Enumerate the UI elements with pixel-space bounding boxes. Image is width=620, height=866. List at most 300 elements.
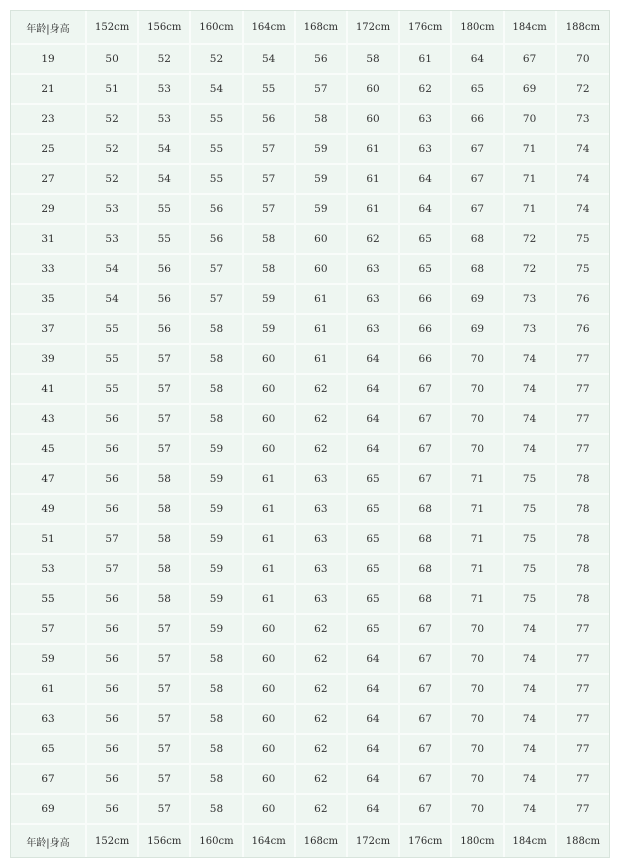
- weight-cell: 70: [452, 675, 504, 705]
- weight-cell: 71: [505, 135, 557, 165]
- weight-cell: 57: [139, 435, 191, 465]
- weight-cell: 60: [244, 675, 296, 705]
- weight-cell: 57: [139, 375, 191, 405]
- weight-cell: 57: [139, 795, 191, 825]
- weight-cell: 59: [296, 135, 348, 165]
- age-cell: 67: [11, 765, 87, 795]
- weight-cell: 63: [400, 105, 452, 135]
- weight-height-age-table: [11, 11, 609, 857]
- table-row: [11, 465, 609, 495]
- weight-cell: 66: [452, 105, 504, 135]
- height-header-cell: 184cm: [505, 11, 557, 45]
- table-row: [11, 795, 609, 825]
- weight-cell: 53: [87, 195, 139, 225]
- weight-cell: 58: [191, 345, 243, 375]
- weight-cell: 65: [348, 585, 400, 615]
- weight-cell: 55: [191, 165, 243, 195]
- age-cell: 29: [11, 195, 87, 225]
- table-row: [11, 345, 609, 375]
- weight-cell: 69: [505, 75, 557, 105]
- weight-cell: 71: [452, 525, 504, 555]
- height-header-cell: 188cm: [557, 11, 609, 45]
- weight-cell: 60: [244, 645, 296, 675]
- table-row: [11, 225, 609, 255]
- age-cell: 31: [11, 225, 87, 255]
- weight-cell: 77: [557, 375, 609, 405]
- weight-cell: 62: [296, 765, 348, 795]
- weight-cell: 63: [400, 135, 452, 165]
- weight-cell: 58: [296, 105, 348, 135]
- weight-cell: 56: [87, 435, 139, 465]
- weight-cell: 74: [505, 735, 557, 765]
- weight-cell: 74: [557, 135, 609, 165]
- weight-cell: 56: [139, 285, 191, 315]
- weight-cell: 60: [244, 375, 296, 405]
- weight-cell: 78: [557, 585, 609, 615]
- age-cell: 19: [11, 45, 87, 75]
- weight-cell: 74: [505, 765, 557, 795]
- weight-cell: 70: [452, 765, 504, 795]
- weight-cell: 58: [139, 465, 191, 495]
- weight-cell: 59: [191, 465, 243, 495]
- weight-cell: 70: [452, 735, 504, 765]
- weight-cell: 57: [87, 555, 139, 585]
- weight-cell: 64: [348, 765, 400, 795]
- weight-cell: 63: [296, 525, 348, 555]
- weight-cell: 75: [505, 585, 557, 615]
- weight-cell: 74: [505, 435, 557, 465]
- weight-cell: 60: [348, 75, 400, 105]
- weight-cell: 57: [139, 345, 191, 375]
- weight-cell: 61: [348, 135, 400, 165]
- weight-cell: 75: [557, 225, 609, 255]
- weight-cell: 54: [244, 45, 296, 75]
- weight-cell: 57: [139, 705, 191, 735]
- table-row: [11, 75, 609, 105]
- weight-cell: 56: [87, 735, 139, 765]
- weight-cell: 58: [244, 255, 296, 285]
- weight-cell: 56: [139, 315, 191, 345]
- weight-cell: 67: [400, 675, 452, 705]
- weight-cell: 64: [348, 375, 400, 405]
- weight-cell: 57: [191, 285, 243, 315]
- weight-cell: 67: [400, 645, 452, 675]
- weight-cell: 61: [348, 195, 400, 225]
- weight-cell: 74: [505, 615, 557, 645]
- weight-cell: 58: [191, 795, 243, 825]
- weight-cell: 74: [505, 675, 557, 705]
- weight-cell: 77: [557, 765, 609, 795]
- weight-cell: 57: [296, 75, 348, 105]
- height-footer-cell: 180cm: [452, 825, 504, 857]
- weight-cell: 77: [557, 645, 609, 675]
- weight-cell: 70: [557, 45, 609, 75]
- weight-cell: 57: [244, 195, 296, 225]
- weight-cell: 70: [452, 795, 504, 825]
- weight-cell: 74: [505, 405, 557, 435]
- age-cell: 23: [11, 105, 87, 135]
- weight-cell: 72: [505, 255, 557, 285]
- weight-cell: 78: [557, 555, 609, 585]
- weight-cell: 74: [505, 705, 557, 735]
- weight-cell: 64: [400, 165, 452, 195]
- weight-cell: 55: [244, 75, 296, 105]
- age-cell: 69: [11, 795, 87, 825]
- weight-cell: 67: [400, 405, 452, 435]
- weight-cell: 56: [87, 645, 139, 675]
- weight-cell: 56: [244, 105, 296, 135]
- weight-cell: 61: [296, 315, 348, 345]
- weight-cell: 77: [557, 705, 609, 735]
- weight-cell: 63: [296, 585, 348, 615]
- height-header-cell: 152cm: [87, 11, 139, 45]
- weight-cell: 72: [505, 225, 557, 255]
- weight-cell: 62: [348, 225, 400, 255]
- weight-cell: 74: [505, 645, 557, 675]
- weight-cell: 58: [191, 765, 243, 795]
- age-cell: 61: [11, 675, 87, 705]
- weight-cell: 57: [139, 405, 191, 435]
- weight-cell: 55: [191, 135, 243, 165]
- weight-cell: 66: [400, 285, 452, 315]
- weight-cell: 60: [244, 705, 296, 735]
- weight-cell: 74: [505, 375, 557, 405]
- weight-cell: 77: [557, 735, 609, 765]
- weight-cell: 67: [452, 135, 504, 165]
- weight-cell: 52: [139, 45, 191, 75]
- weight-cell: 56: [87, 585, 139, 615]
- weight-cell: 70: [452, 615, 504, 645]
- weight-cell: 78: [557, 465, 609, 495]
- age-cell: 25: [11, 135, 87, 165]
- weight-cell: 59: [191, 495, 243, 525]
- weight-cell: 73: [505, 315, 557, 345]
- weight-cell: 58: [348, 45, 400, 75]
- age-cell: 41: [11, 375, 87, 405]
- weight-cell: 64: [400, 195, 452, 225]
- weight-cell: 54: [87, 255, 139, 285]
- weight-cell: 74: [505, 795, 557, 825]
- weight-cell: 56: [296, 45, 348, 75]
- weight-cell: 75: [505, 525, 557, 555]
- weight-cell: 57: [139, 735, 191, 765]
- table-row: [11, 645, 609, 675]
- weight-cell: 64: [348, 405, 400, 435]
- age-cell: 63: [11, 705, 87, 735]
- age-cell: 59: [11, 645, 87, 675]
- weight-cell: 77: [557, 615, 609, 645]
- age-cell: 57: [11, 615, 87, 645]
- corner-footer-cell: 年龄|身高: [11, 825, 87, 857]
- age-cell: 37: [11, 315, 87, 345]
- age-cell: 51: [11, 525, 87, 555]
- weight-cell: 56: [87, 705, 139, 735]
- weight-cell: 64: [348, 795, 400, 825]
- weight-cell: 62: [296, 615, 348, 645]
- weight-cell: 60: [296, 255, 348, 285]
- weight-cell: 64: [348, 705, 400, 735]
- weight-cell: 58: [139, 555, 191, 585]
- weight-cell: 70: [452, 405, 504, 435]
- weight-cell: 58: [139, 585, 191, 615]
- weight-cell: 59: [244, 315, 296, 345]
- weight-cell: 51: [87, 75, 139, 105]
- weight-cell: 60: [244, 795, 296, 825]
- weight-cell: 67: [400, 375, 452, 405]
- weight-cell: 57: [87, 525, 139, 555]
- weight-cell: 55: [87, 345, 139, 375]
- weight-cell: 63: [348, 255, 400, 285]
- table-row: [11, 765, 609, 795]
- weight-cell: 77: [557, 405, 609, 435]
- weight-cell: 53: [87, 225, 139, 255]
- weight-cell: 59: [191, 615, 243, 645]
- weight-cell: 67: [400, 465, 452, 495]
- weight-cell: 61: [244, 585, 296, 615]
- table-row: [11, 105, 609, 135]
- table-row: [11, 45, 609, 75]
- weight-cell: 61: [244, 465, 296, 495]
- weight-cell: 67: [505, 45, 557, 75]
- weight-cell: 72: [557, 75, 609, 105]
- weight-cell: 65: [452, 75, 504, 105]
- weight-cell: 67: [452, 195, 504, 225]
- table-row: [11, 735, 609, 765]
- table-body: [11, 11, 609, 857]
- weight-cell: 53: [139, 105, 191, 135]
- weight-cell: 58: [244, 225, 296, 255]
- weight-cell: 75: [505, 465, 557, 495]
- table-row: [11, 435, 609, 465]
- weight-cell: 74: [557, 195, 609, 225]
- table-row: [11, 405, 609, 435]
- weight-cell: 65: [348, 555, 400, 585]
- weight-cell: 56: [87, 795, 139, 825]
- weight-cell: 56: [87, 405, 139, 435]
- table-row: [11, 675, 609, 705]
- weight-cell: 66: [400, 315, 452, 345]
- weight-cell: 57: [139, 645, 191, 675]
- weight-cell: 66: [400, 345, 452, 375]
- weight-cell: 67: [400, 765, 452, 795]
- weight-cell: 59: [191, 525, 243, 555]
- table-row: [11, 375, 609, 405]
- weight-cell: 58: [191, 375, 243, 405]
- height-footer-cell: 160cm: [191, 825, 243, 857]
- weight-cell: 55: [87, 375, 139, 405]
- weight-cell: 57: [244, 135, 296, 165]
- weight-cell: 56: [139, 255, 191, 285]
- weight-cell: 64: [348, 345, 400, 375]
- weight-cell: 67: [400, 735, 452, 765]
- weight-cell: 60: [348, 105, 400, 135]
- weight-chart-sheet: [10, 10, 610, 858]
- table-row: [11, 585, 609, 615]
- weight-cell: 61: [244, 495, 296, 525]
- weight-cell: 68: [400, 525, 452, 555]
- age-cell: 27: [11, 165, 87, 195]
- height-footer-cell: 184cm: [505, 825, 557, 857]
- weight-cell: 60: [244, 435, 296, 465]
- weight-cell: 55: [87, 315, 139, 345]
- table-row: [11, 555, 609, 585]
- height-header-cell: 164cm: [244, 11, 296, 45]
- weight-cell: 62: [296, 795, 348, 825]
- weight-cell: 65: [400, 225, 452, 255]
- weight-cell: 60: [296, 225, 348, 255]
- weight-cell: 70: [452, 435, 504, 465]
- weight-cell: 73: [557, 105, 609, 135]
- weight-cell: 61: [348, 165, 400, 195]
- weight-cell: 77: [557, 435, 609, 465]
- weight-cell: 75: [505, 495, 557, 525]
- weight-cell: 58: [191, 675, 243, 705]
- weight-cell: 52: [87, 165, 139, 195]
- weight-cell: 54: [87, 285, 139, 315]
- weight-cell: 67: [400, 705, 452, 735]
- weight-cell: 57: [139, 675, 191, 705]
- weight-cell: 50: [87, 45, 139, 75]
- weight-cell: 58: [191, 735, 243, 765]
- weight-cell: 54: [139, 165, 191, 195]
- table-row: [11, 285, 609, 315]
- weight-cell: 71: [452, 465, 504, 495]
- weight-cell: 68: [400, 585, 452, 615]
- weight-cell: 61: [244, 555, 296, 585]
- height-footer-cell: 164cm: [244, 825, 296, 857]
- weight-cell: 76: [557, 285, 609, 315]
- weight-cell: 63: [296, 555, 348, 585]
- weight-cell: 70: [452, 645, 504, 675]
- weight-cell: 56: [87, 495, 139, 525]
- weight-cell: 77: [557, 345, 609, 375]
- weight-cell: 59: [191, 555, 243, 585]
- weight-cell: 62: [296, 375, 348, 405]
- weight-cell: 58: [191, 705, 243, 735]
- weight-cell: 68: [400, 555, 452, 585]
- weight-cell: 70: [452, 375, 504, 405]
- weight-cell: 65: [348, 525, 400, 555]
- age-cell: 21: [11, 75, 87, 105]
- age-cell: 43: [11, 405, 87, 435]
- weight-cell: 59: [296, 195, 348, 225]
- height-footer-cell: 176cm: [400, 825, 452, 857]
- weight-cell: 56: [87, 615, 139, 645]
- weight-cell: 64: [452, 45, 504, 75]
- height-footer-cell: 188cm: [565, 835, 600, 847]
- age-cell: 33: [11, 255, 87, 285]
- weight-cell: 57: [244, 165, 296, 195]
- weight-cell: 71: [505, 165, 557, 195]
- age-cell: 55: [11, 585, 87, 615]
- height-header-cell: 172cm: [348, 11, 400, 45]
- weight-cell: 63: [296, 495, 348, 525]
- weight-cell: 56: [87, 765, 139, 795]
- weight-cell: 61: [244, 525, 296, 555]
- weight-cell: 74: [505, 345, 557, 375]
- weight-cell: 56: [191, 195, 243, 225]
- weight-cell: 53: [139, 75, 191, 105]
- weight-cell: 58: [139, 495, 191, 525]
- weight-cell: 62: [400, 75, 452, 105]
- weight-cell: 55: [191, 105, 243, 135]
- weight-cell: 64: [348, 435, 400, 465]
- table-row: [11, 615, 609, 645]
- weight-cell: 56: [87, 675, 139, 705]
- height-footer-cell: 168cm: [296, 825, 348, 857]
- weight-cell: 55: [139, 225, 191, 255]
- weight-cell: 63: [296, 465, 348, 495]
- age-cell: 65: [11, 735, 87, 765]
- weight-cell: 63: [348, 315, 400, 345]
- age-cell: 45: [11, 435, 87, 465]
- weight-cell: 78: [557, 525, 609, 555]
- corner-header-cell: 年龄|身高: [11, 11, 87, 45]
- weight-cell: 67: [400, 435, 452, 465]
- weight-cell: 69: [452, 315, 504, 345]
- weight-cell: 64: [348, 735, 400, 765]
- weight-cell: 52: [87, 105, 139, 135]
- weight-cell: 69: [452, 285, 504, 315]
- weight-cell: 71: [505, 195, 557, 225]
- height-header-cell: 160cm: [191, 11, 243, 45]
- weight-cell: 57: [139, 765, 191, 795]
- age-cell: 35: [11, 285, 87, 315]
- weight-cell: 75: [557, 255, 609, 285]
- weight-cell: 77: [557, 795, 609, 825]
- weight-cell: 59: [296, 165, 348, 195]
- header-row: [11, 11, 609, 45]
- age-cell: 39: [11, 345, 87, 375]
- weight-cell: 70: [505, 105, 557, 135]
- weight-cell: 58: [139, 525, 191, 555]
- weight-cell: 57: [139, 615, 191, 645]
- weight-cell: 60: [244, 615, 296, 645]
- weight-cell: 68: [452, 255, 504, 285]
- table-row: [11, 135, 609, 165]
- weight-cell: 58: [191, 405, 243, 435]
- weight-cell: 62: [296, 705, 348, 735]
- weight-cell: 54: [139, 135, 191, 165]
- weight-cell: 56: [87, 465, 139, 495]
- table-row: [11, 495, 609, 525]
- height-footer-cell: 172cm: [348, 825, 400, 857]
- weight-cell: 67: [452, 165, 504, 195]
- weight-cell: 70: [452, 705, 504, 735]
- weight-cell: 75: [505, 555, 557, 585]
- weight-cell: 60: [244, 735, 296, 765]
- weight-cell: 56: [191, 225, 243, 255]
- footer-header-row: [11, 825, 609, 857]
- weight-cell: 64: [348, 675, 400, 705]
- height-header-cell: 156cm: [139, 11, 191, 45]
- weight-cell: 78: [557, 495, 609, 525]
- weight-cell: 61: [400, 45, 452, 75]
- weight-cell: 71: [452, 495, 504, 525]
- weight-cell: 68: [452, 225, 504, 255]
- table-row: [11, 195, 609, 225]
- weight-cell: 62: [296, 645, 348, 675]
- weight-cell: 58: [191, 645, 243, 675]
- weight-cell: 71: [452, 555, 504, 585]
- weight-cell: 62: [296, 675, 348, 705]
- height-footer-cell: 152cm: [87, 825, 139, 857]
- weight-cell: 62: [296, 435, 348, 465]
- weight-cell: 52: [87, 135, 139, 165]
- table-row: [11, 315, 609, 345]
- age-cell: 47: [11, 465, 87, 495]
- weight-cell: 60: [244, 405, 296, 435]
